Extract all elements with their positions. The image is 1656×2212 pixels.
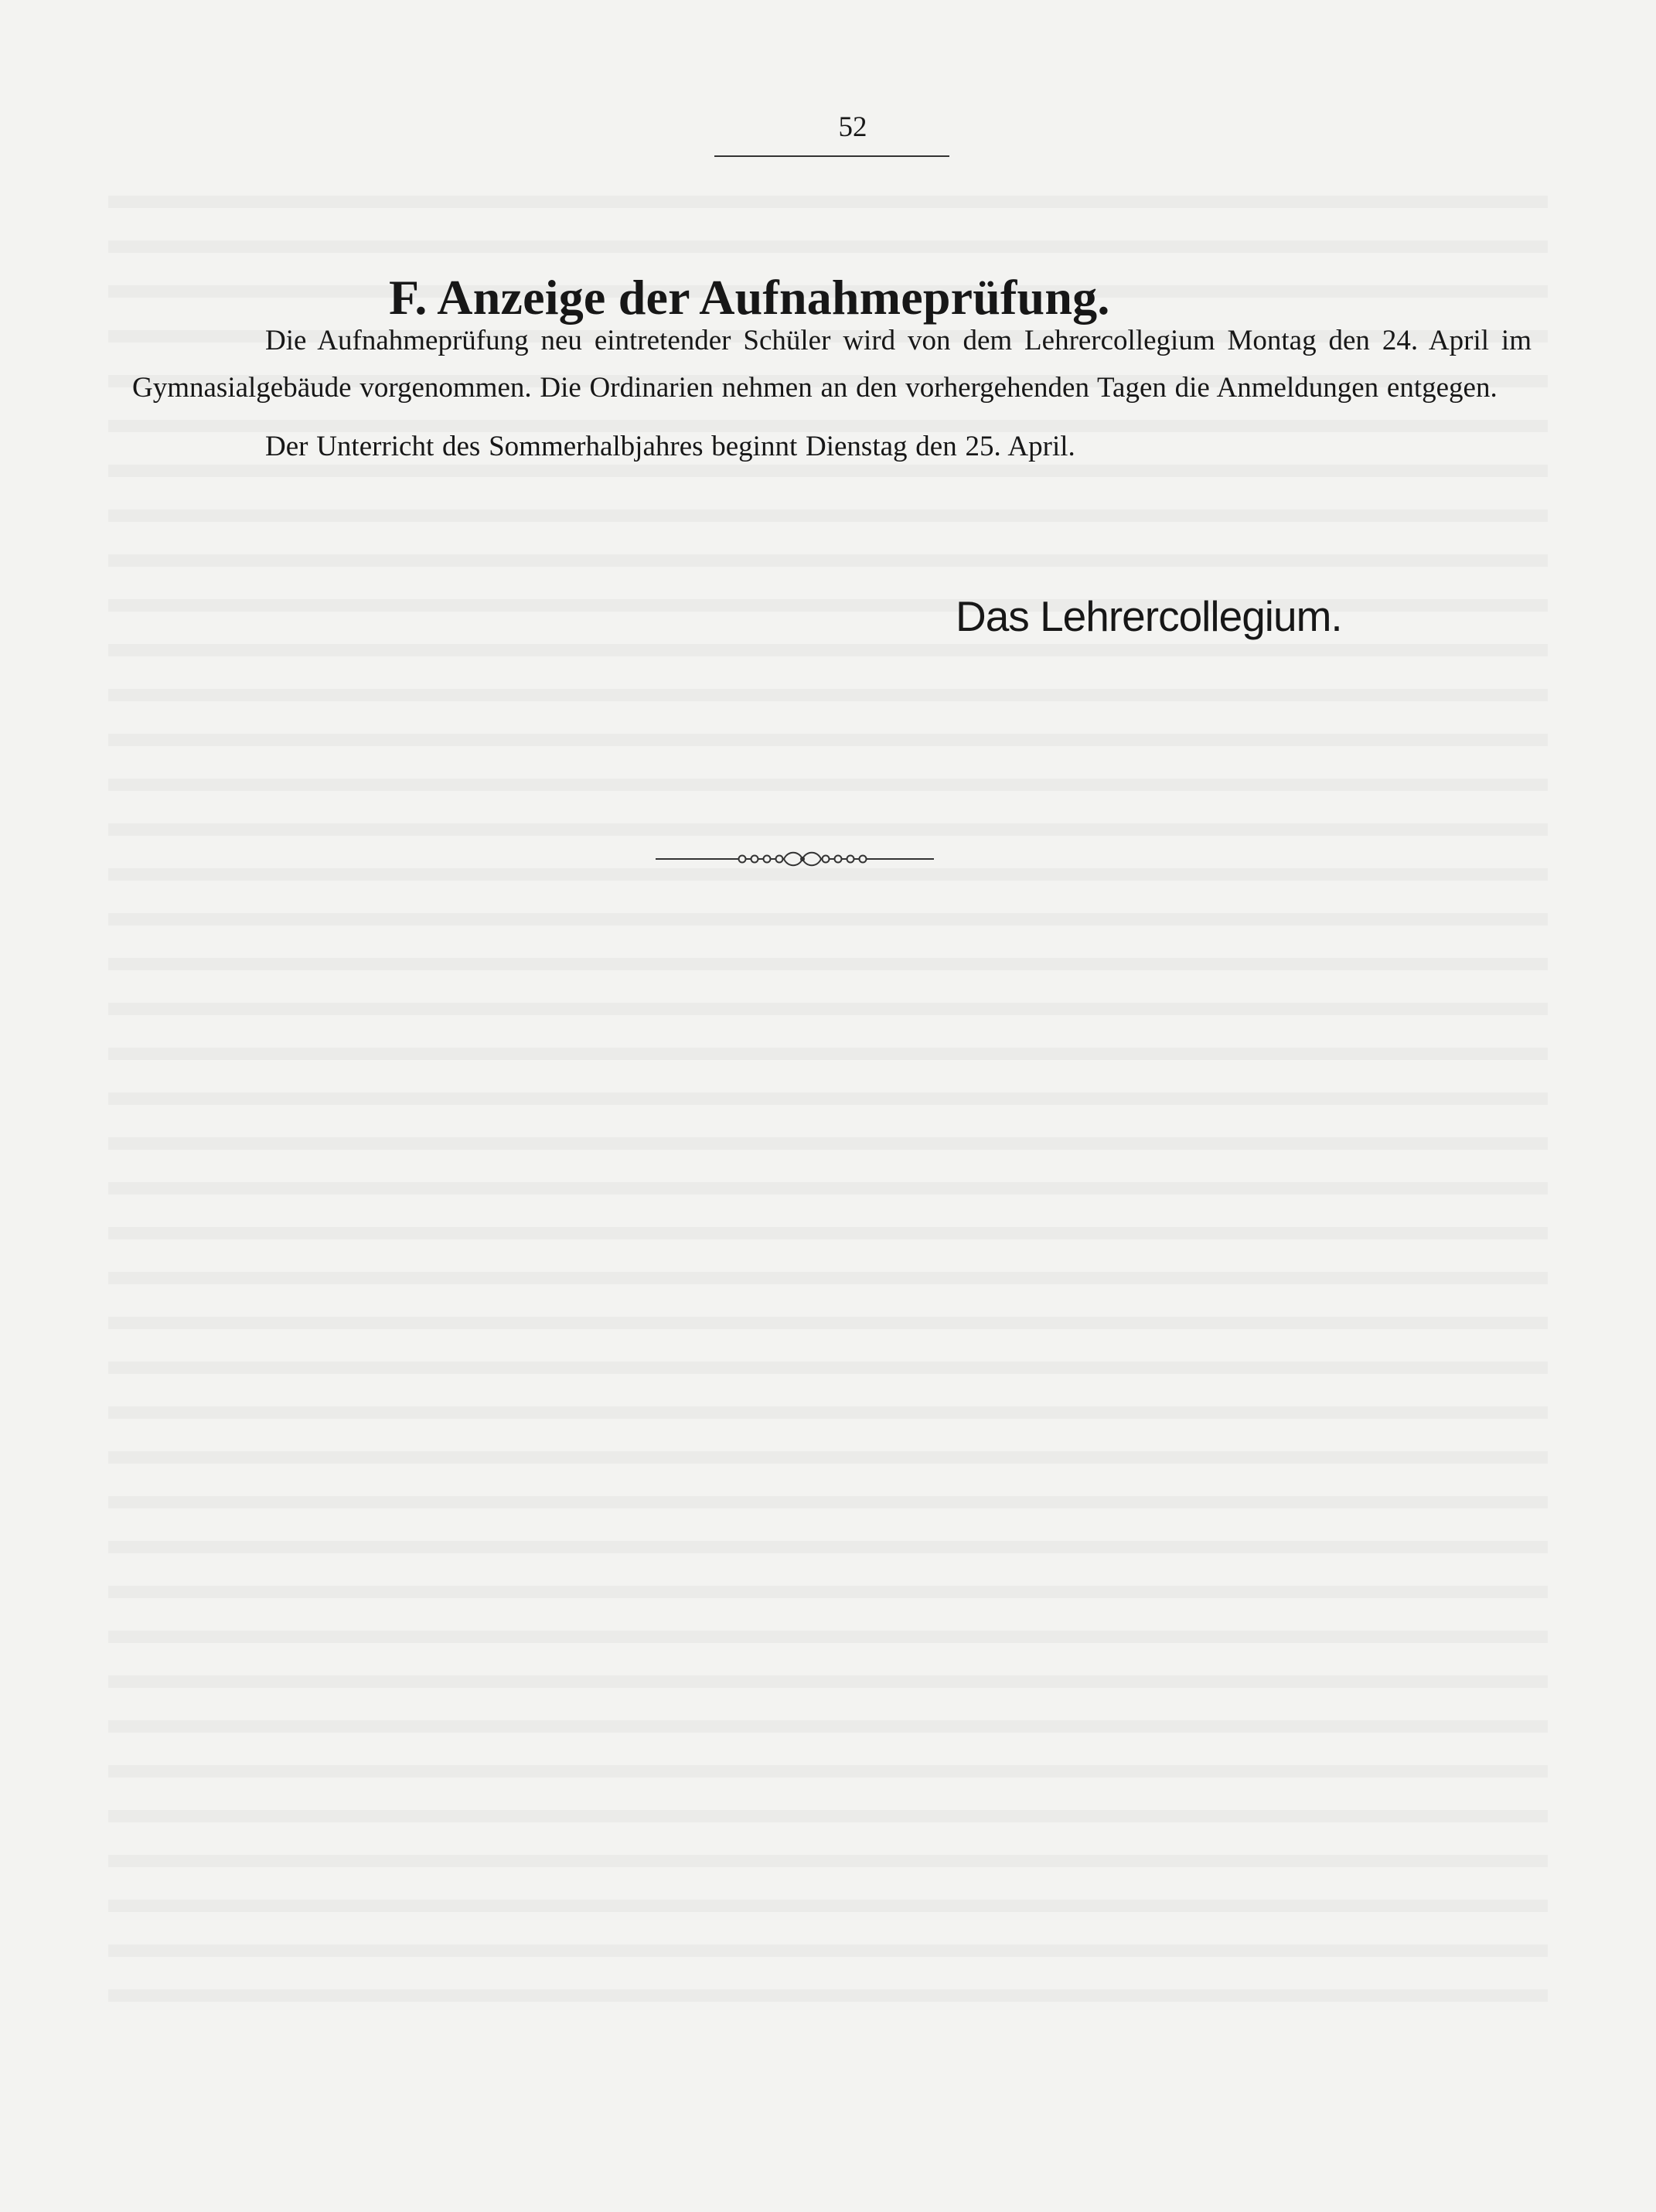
header-rule — [714, 155, 949, 157]
section-title: F. Anzeige der Aufnahmeprüfung. — [389, 269, 1110, 325]
decorative-flourish-icon — [656, 844, 934, 874]
semester-start-paragraph: Der Unterricht des Sommerhalbjahres beginnt Dienstag den 25. April. — [265, 431, 1075, 462]
page-number: 52 — [838, 111, 867, 143]
signature: Das Lehrercollegium. — [956, 592, 1342, 640]
announcement-body — [132, 317, 1532, 482]
admission-paragraph: Die Aufnahmeprüfung neu eintretender Schüler wird von dem Lehrercollegium Montag den 24. April im Gymnasialgebäude vorgenommen. Die Ordinarien nehmen an den vorhergehenden Tagen die Anmeldungen entgegen. — [132, 325, 1532, 404]
